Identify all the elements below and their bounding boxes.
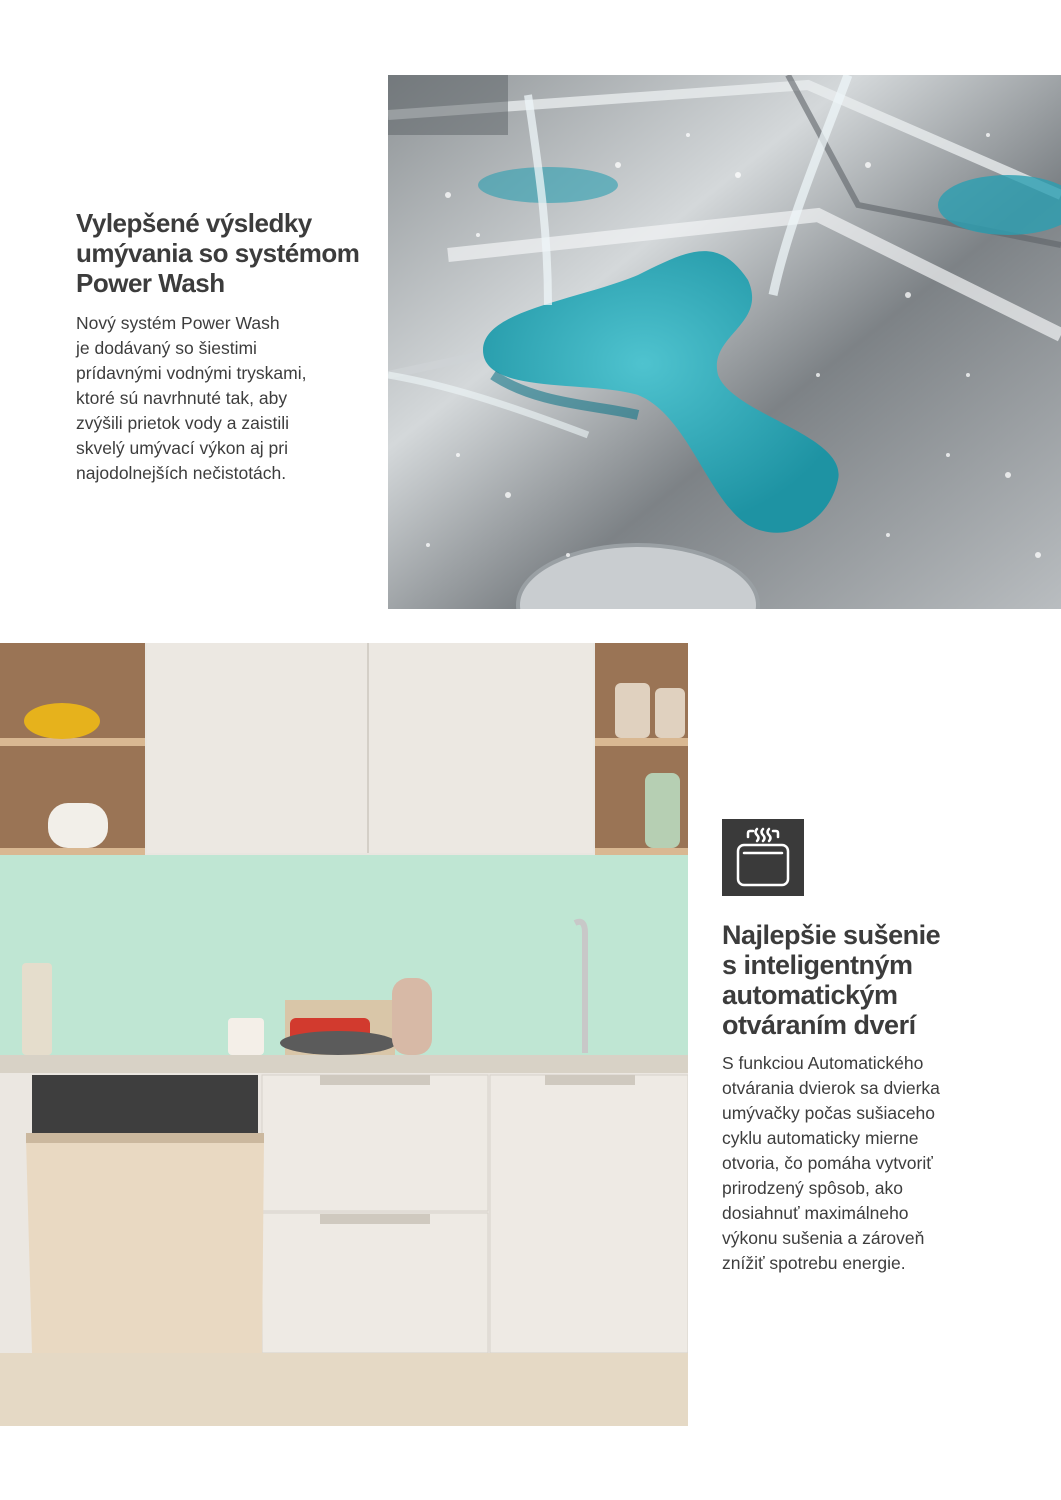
body-line: znížiť spotrebu energie.: [722, 1253, 906, 1273]
body-line: S funkciou Automatického: [722, 1053, 924, 1073]
body-line: prídavnými vodnými tryskami,: [76, 363, 307, 383]
kitchen-illustration: [0, 643, 688, 1426]
title-line: umývania so systémom: [76, 238, 360, 268]
body-line: otvoria, čo pomáha vytvoriť: [722, 1153, 933, 1173]
power-wash-photo: [388, 75, 1061, 609]
spray-arm-illustration: [388, 75, 1061, 609]
power-wash-title: [76, 208, 376, 298]
title-line: Vylepšené výsledky: [76, 208, 312, 238]
title-line: Najlepšie sušenie: [722, 920, 941, 950]
power-wash-description: [76, 311, 376, 486]
title-line: s inteligentným: [722, 950, 913, 980]
body-line: prirodzený spôsob, ako: [722, 1178, 903, 1198]
auto-door-drying-icon-box: [722, 819, 804, 896]
body-line: otvárania dvierok sa dvierka: [722, 1078, 940, 1098]
title-line: otváraním dverí: [722, 1010, 916, 1040]
title-line: automatickým: [722, 980, 898, 1010]
auto-door-drying-icon: [722, 819, 804, 896]
body-line: výkonu sušenia a zároveň: [722, 1228, 925, 1248]
body-line: cyklu automaticky mierne: [722, 1128, 919, 1148]
auto-door-drying-description: [722, 1051, 1022, 1276]
body-line: najodolnejších nečistotách.: [76, 463, 287, 483]
body-line: skvelý umývací výkon aj pri: [76, 438, 289, 458]
body-line: zvýšili prietok vody a zaistili: [76, 413, 289, 433]
body-line: umývačky počas sušiaceho: [722, 1103, 936, 1123]
kitchen-photo: [0, 643, 688, 1426]
body-line: ktoré sú navrhnuté tak, aby: [76, 388, 288, 408]
body-line: je dodávaný so šiestimi: [76, 338, 257, 358]
auto-door-drying-title: [722, 920, 1022, 1040]
body-line: Nový systém Power Wash: [76, 313, 280, 333]
title-line: Power Wash: [76, 268, 225, 298]
body-line: dosiahnuť maximálneho: [722, 1203, 909, 1223]
